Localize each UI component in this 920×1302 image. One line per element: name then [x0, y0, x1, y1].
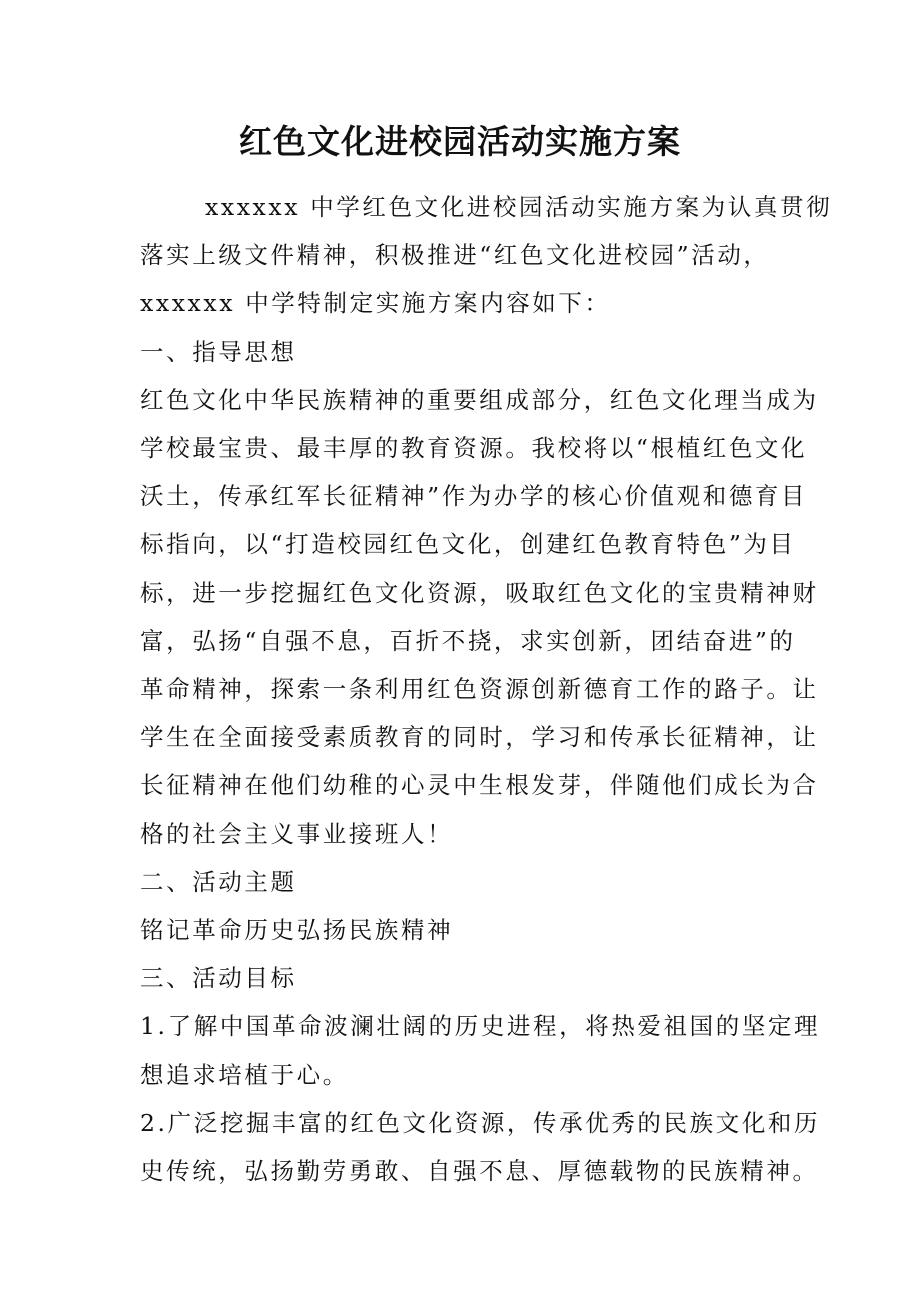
document-title: 红色文化进校园活动实施方案: [239, 122, 681, 161]
document-body: [140, 183, 833, 1195]
paragraph-line: 格的社会主义事业接班人！: [140, 819, 454, 848]
section-heading-guiding-ideology: 一、指导思想: [140, 337, 297, 366]
paragraph-line: 富，弘扬“自强不息，百折不挠，求实创新，团结奋进”的: [140, 626, 796, 655]
intro-line-1: xxxxxx 中学红色文化进校园活动实施方案为认真贯彻: [205, 193, 833, 221]
intro-line-3: xxxxxx 中学特制定实施方案内容如下：: [140, 289, 611, 318]
goal-2-line-1: 2.广泛挖掘丰富的红色文化资源，传承优秀的民族文化和历: [140, 1108, 821, 1137]
paragraph-line: 革命精神，探索一条利用红色资源创新德育工作的路子。让: [140, 675, 819, 704]
section-heading-activity-goals: 三、活动目标: [140, 964, 297, 993]
goal-1-line-2: 想追求培植于心。: [140, 1060, 349, 1089]
theme-text: 铭记革命历史弘扬民族精神: [140, 916, 454, 945]
goal-2-line-2: 史传统，弘扬勤劳勇敢、自强不息、厚德载物的民族精神。: [140, 1157, 819, 1186]
goal-1-line-1: 1.了解中国革命波澜壮阔的历史进程，将热爱祖国的坚定理: [140, 1012, 821, 1041]
intro-line-2: 落实上级文件精神，积极推进“红色文化进校园”活动，: [140, 241, 770, 270]
paragraph-line: 红色文化中华民族精神的重要组成部分，红色文化理当成为: [140, 385, 819, 414]
paragraph-line: 学校最宝贵、最丰厚的教育资源。我校将以“根植红色文化: [140, 434, 808, 463]
paragraph-line: 标指向，以“打造校园红色文化，创建红色教育特色”为目: [140, 530, 796, 559]
paragraph-line: 学生在全面接受素质教育的同时，学习和传承长征精神，让: [140, 723, 819, 752]
paragraph-line: 标，进一步挖掘红色文化资源，吸取红色文化的宝贵精神财: [140, 578, 819, 607]
section-heading-activity-theme: 二、活动主题: [140, 867, 297, 896]
paragraph-line: 长征精神在他们幼稚的心灵中生根发芽，伴随他们成长为合: [140, 771, 819, 800]
paragraph-line: 沃土，传承红军长征精神”作为办学的核心价值观和德育目: [140, 482, 808, 511]
